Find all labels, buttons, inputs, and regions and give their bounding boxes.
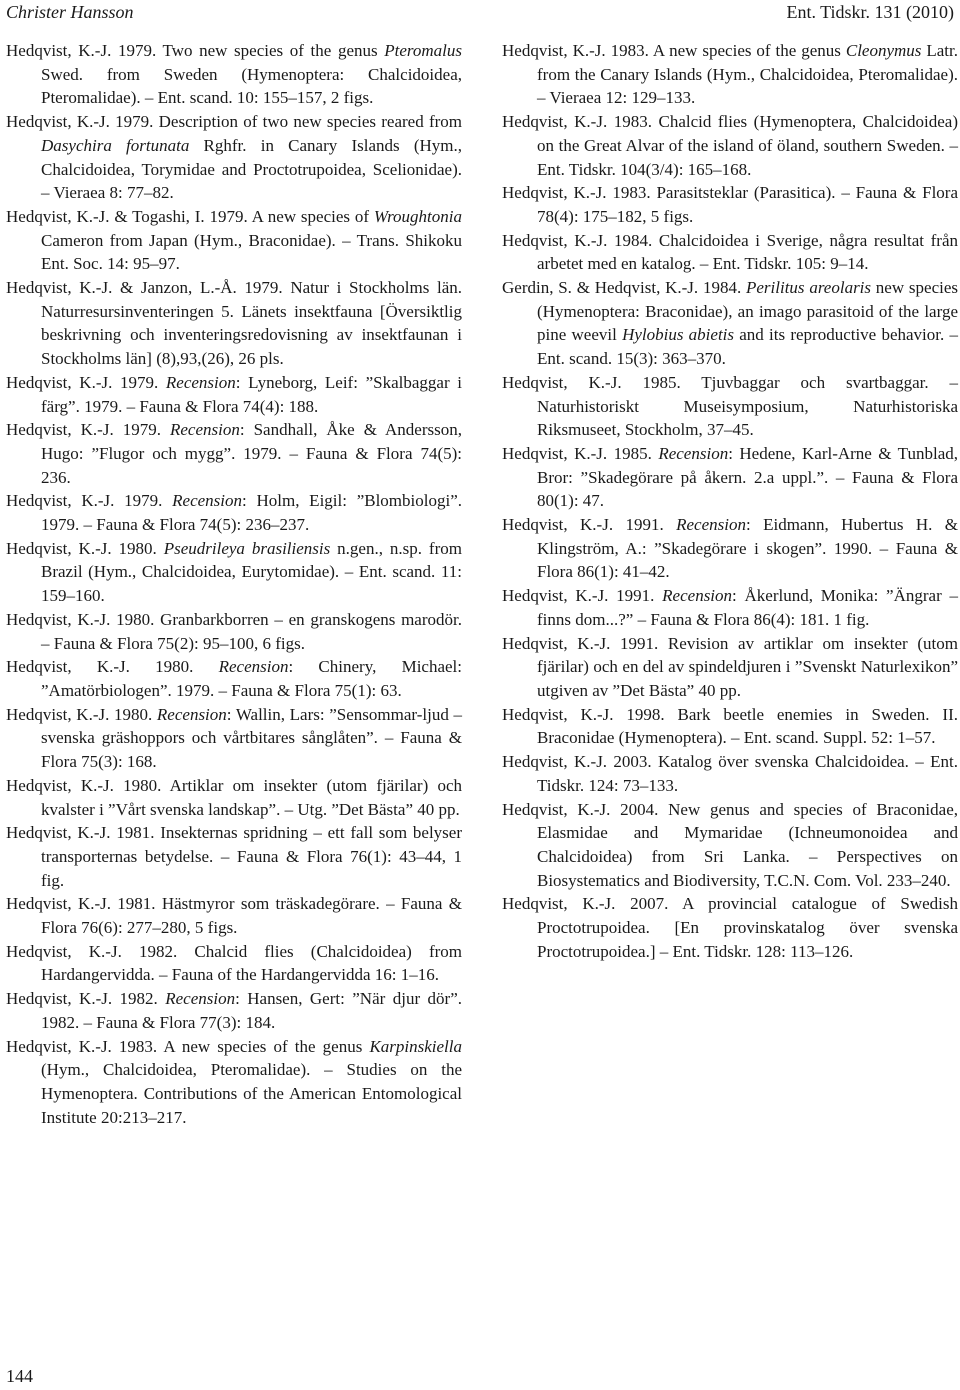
reference-italic-text: Karpinskiella [369, 1036, 462, 1056]
reference-entry [6, 489, 462, 536]
running-header [0, 0, 960, 26]
reference-italic-text: Recension [165, 989, 236, 1009]
reference-text: Hedqvist, K.-J. 1982. [6, 989, 166, 1009]
reference-entry [6, 940, 462, 987]
reference-entry [502, 892, 958, 963]
reference-text: Swed. from Sweden (Hymenoptera: Chalcidoidea, Pteromalidae). – Ent. scand. 10: 155–157, 2 figs. [41, 64, 462, 108]
reference-text: (Hym., Chalcidoidea, Pteromalidae). – Studies on the Hymenoptera. Contributions of the American Entomological Institute 20:213–217. [41, 1060, 462, 1127]
reference-italic-text: Wroughtonia [373, 206, 462, 226]
reference-entry [6, 39, 462, 110]
reference-text: : Eidmann, Hubertus H. & Klingström, A.: ”Skadegörare i skogen”. 1990. – Fauna & Flora 86(1): 41–42. [537, 515, 958, 582]
reference-text: and its reproductive behavior. – Ent. scand. 15(3): 363–370. [537, 325, 958, 369]
reference-text: Hedqvist, K.-J. 1980. Granbarkborren – en granskogens marodör. – Fauna & Flora 75(2): 95–100, 6 figs. [6, 609, 462, 653]
reference-text: Hedqvist, K.-J. 1984. Chalcidoidea i Sverige, några resultat från arbetet med en katalog. – Ent. Tidskr. 105: 9–14. [502, 230, 958, 274]
reference-text: Cameron from Japan (Hym., Braconidae). – Trans. Shikoku Ent. Soc. 14: 95–97. [41, 230, 462, 274]
reference-italic-text: Pteromalus [384, 41, 462, 60]
reference-italic-text: Hylobius abietis [622, 325, 735, 345]
reference-entry [6, 987, 462, 1034]
reference-italic-text: Dasychira fortunata [41, 135, 190, 155]
reference-text: Hedqvist, K.-J. 1981. Hästmyror som träskadegörare. – Fauna & Flora 76(6): 277–280, 5 figs. [6, 894, 462, 938]
reference-text: Hedqvist, K.-J. 1983. Parasitsteklar (Parasitica). – Fauna & Flora 78(4): 175–182, 5 figs. [502, 183, 958, 226]
reference-text: : Chinery, Michael: ”Amatörbiologen”. 1979. – Fauna & Flora 75(1): 63. [41, 657, 462, 700]
reference-text: Gerdin, S. & Hedqvist, K.-J. 1984. [502, 278, 746, 298]
reference-italic-text: Recension [170, 420, 240, 440]
header-journal: Ent. Tidskr. 131 (2010) [786, 2, 954, 22]
reference-entry [502, 750, 958, 797]
reference-italic-text: Recension [172, 491, 243, 511]
reference-entry [6, 608, 462, 655]
reference-entry [6, 418, 462, 489]
reference-text: : Sandhall, Åke & Andersson, Hugo: ”Flugor och mygg”. 1979. – Fauna & Flora 74(5): 236. [41, 420, 462, 487]
reference-text: Hedqvist, K.-J. 1983. A new species of the genus [6, 1036, 370, 1056]
reference-entry [6, 371, 462, 418]
reference-italic-text: Recension [218, 657, 289, 677]
reference-text: Hedqvist, K.-J. 1980. Artiklar om insekter (utom fjärilar) och kvalster i ”Vårt svenska landskap”. – Utg. ”Det Bästa” 40 pp. [6, 775, 462, 819]
reference-italic-text: Perilitus areolaris [745, 278, 872, 298]
reference-text: n.gen., n.sp. from Brazil (Hym., Chalcidoidea, Eurytomidae). – Ent. scand. 11: 159–160. [41, 538, 462, 606]
reference-entry [6, 537, 462, 608]
reference-entry [502, 110, 958, 181]
reference-entry [502, 442, 958, 513]
reference-text: Hedqvist, K.-J. 1980. [6, 657, 219, 677]
reference-text: Hedqvist, K.-J. 2004. New genus and species of Braconidae, Elasmidae and Mymaridae (Ichneumonoidea and Chalcidoidea) from Sri Lanka. – Perspectives on Biosystematics and Biodiversity, T.C.N. Com. Vol. 233–240. [502, 799, 958, 890]
reference-entry [6, 110, 462, 205]
reference-italic-text: Recension [662, 586, 733, 606]
reference-text: : Holm, Eigil: ”Blombiologi”. 1979. – Fauna & Flora 74(5): 236–237. [41, 491, 462, 535]
reference-text: Latr. from the Canary Islands (Hym., Chalcidoidea, Pteromalidae). – Vieraea 12: 129–133. [537, 41, 958, 108]
reference-entry [502, 276, 958, 371]
reference-text: new species (Hymenoptera: Braconidae), an imago parasitoid of the large pine weevil [537, 278, 958, 345]
reference-text: Hedqvist, K.-J. 2007. A provincial catalogue of Swedish Proctotrupoidea. [En provinskatalog över svenska Proctotrupoidea.] – Ent. Tidskr. 128: 113–126. [502, 894, 958, 961]
reference-text: Hedqvist, K.-J. 1979. [6, 491, 173, 511]
reference-italic-text: Recension [676, 515, 746, 535]
reference-text: Hedqvist, K.-J. 1979. Two new species of the genus [6, 41, 385, 60]
reference-entry [6, 655, 462, 702]
reference-entry [502, 229, 958, 276]
reference-text: Hedqvist, K.-J. 1979. Description of two new species reared from [6, 112, 462, 132]
reference-text: Hedqvist, K.-J. 1991. [502, 586, 663, 606]
reference-entry [6, 892, 462, 939]
reference-text: Hedqvist, K.-J. 1998. Bark beetle enemies in Sweden. II. Braconidae (Hymenoptera). – Ent. scand. Suppl. 52: 1–57. [502, 704, 958, 748]
reference-italic-text: Cleonymus [845, 41, 922, 60]
reference-entry [502, 584, 958, 631]
reference-text: Hedqvist, K.-J. 1982. Chalcid flies (Chalcidoidea) from Hardangervidda. – Fauna of the Hardangervidda 16: 1–16. [6, 941, 462, 985]
reference-entry [502, 181, 958, 228]
left-column [6, 39, 462, 1129]
reference-entry [502, 703, 958, 750]
reference-italic-text: Recension [165, 372, 236, 392]
reference-text: Hedqvist, K.-J. 2003. Katalog över svenska Chalcidoidea. – Ent. Tidskr. 124: 73–133. [502, 752, 958, 795]
reference-text: Hedqvist, K.-J. 1985. Tjuvbaggar och svartbaggar. – Naturhistoriskt Museisymposium, Naturhistoriska Riksmuseet, Stockholm, 37–45. [502, 372, 958, 440]
reference-entry [6, 205, 462, 276]
reference-text: : Åkerlund, Monika: ”Ängrar – finns dom...?” – Fauna & Flora 86(4): 181. 1 fig. [537, 586, 958, 629]
reference-italic-text: Pseudrileya brasiliensis [163, 538, 331, 558]
reference-entry [502, 513, 958, 584]
reference-text: : Wallin, Lars: ”Sensommar-ljud – svenska gräshoppors och vårtbitares sånglåten”. – Fauna & Flora 75(3): 168. [41, 704, 462, 772]
reference-text: Hedqvist, K.-J. 1979. [6, 372, 166, 392]
reference-text: Hedqvist, K.-J. 1983. A new species of the genus [502, 41, 846, 60]
reference-text: : Lyneborg, Leif: ”Skalbaggar i färg”. 1979. – Fauna & Flora 74(4): 188. [41, 372, 462, 416]
reference-text: Hedqvist, K.-J. 1980. [6, 538, 164, 558]
reference-entry [502, 39, 958, 110]
reference-entry [502, 371, 958, 442]
reference-entry [502, 632, 958, 703]
reference-entry [6, 1035, 462, 1130]
reference-entry [6, 774, 462, 821]
reference-text: Hedqvist, K.-J. 1991. [502, 515, 677, 535]
reference-text: Hedqvist, K.-J. & Togashi, I. 1979. A new species of [6, 206, 374, 226]
reference-entry [502, 798, 958, 893]
reference-text: : Hansen, Gert: ”När djur dör”. 1982. – Fauna & Flora 77(3): 184. [41, 989, 462, 1032]
reference-entry [6, 276, 462, 371]
reference-text: Hedqvist, K.-J. 1985. [502, 443, 659, 463]
reference-entry [6, 821, 462, 892]
reference-text: : Hedene, Karl-Arne & Tunblad, Bror: ”Skadegörare på åkern. 2.a uppl.”. – Fauna & Flora 80(1): 47. [537, 443, 958, 511]
page-number: 144 [6, 1366, 33, 1386]
reference-text: Hedqvist, K.-J. 1980. [6, 704, 157, 724]
right-column [502, 39, 958, 963]
reference-text: Rghfr. in Canary Islands (Hym., Chalcidoidea, Torymidae and Proctotrupoidea, Scelionidae). – Vieraea 8: 77–82. [41, 135, 463, 203]
header-author: Christer Hansson [6, 2, 134, 22]
reference-text: Hedqvist, K.-J. 1983. Chalcid flies (Hymenoptera, Chalcidoidea) on the Great Alvar of the island of öland, southern Sweden. – Ent. Tidskr. 104(3/4): 165–168. [502, 112, 958, 179]
reference-italic-text: Recension [658, 443, 729, 463]
reference-italic-text: Recension [156, 704, 227, 724]
reference-text: Hedqvist, K.-J. & Janzon, L.-Å. 1979. Natur i Stockholms län. Naturresursinventeringen 5. Länets insektfauna [Översiktlig beskrivning och inventeringsredovisning av insektfaunan i Stockholms län] (8),93,(26), 26 pls. [6, 278, 462, 369]
reference-entry [6, 703, 462, 774]
reference-text: Hedqvist, K.-J. 1981. Insekternas spridning – ett fall som belyser transporternas betydelse. – Fauna & Flora 76(1): 43–44, 1 fig. [6, 823, 462, 890]
reference-text: Hedqvist, K.-J. 1979. [6, 420, 170, 440]
reference-text: Hedqvist, K.-J. 1991. Revision av artiklar om insekter (utom fjärilar) och en del av spindeldjuren i ”Svenskt Naturlexikon” utgiven av ”Det Bästa” 40 pp. [502, 633, 958, 700]
